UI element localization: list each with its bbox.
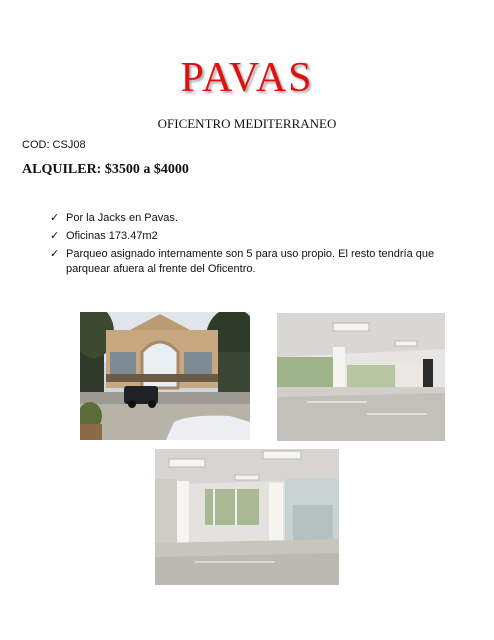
- rental-price: ALQUILER: $3500 a $4000: [22, 162, 189, 177]
- feature-item: [50, 229, 470, 244]
- feature-text: Parqueo asignado internamente son 5 para uso propio. El resto tendría que parquear afuera al frente del Oficentro.: [66, 248, 435, 275]
- photo-office-interior-2: [155, 449, 339, 585]
- building-name: OFICENTRO MEDITERRANEO: [157, 116, 337, 131]
- feature-item: [50, 247, 470, 277]
- feature-item: [50, 211, 470, 226]
- feature-list: [50, 211, 470, 280]
- page-title: PAVAS: [180, 55, 314, 101]
- checkmark-icon: ✓: [50, 248, 60, 260]
- building-exterior-photo-icon: [80, 312, 250, 440]
- feature-text: Oficinas 173.47m2: [66, 230, 158, 242]
- checkmark-icon: ✓: [50, 212, 60, 224]
- property-code: COD: CSJ08: [22, 139, 86, 151]
- office-interior-photo-icon: [277, 313, 445, 441]
- office-interior-photo-icon: [155, 449, 339, 585]
- photo-office-interior-1: [277, 313, 445, 441]
- checkmark-icon: ✓: [50, 230, 60, 242]
- feature-text: Por la Jacks en Pavas.: [66, 212, 178, 224]
- photo-building-exterior: [80, 312, 250, 440]
